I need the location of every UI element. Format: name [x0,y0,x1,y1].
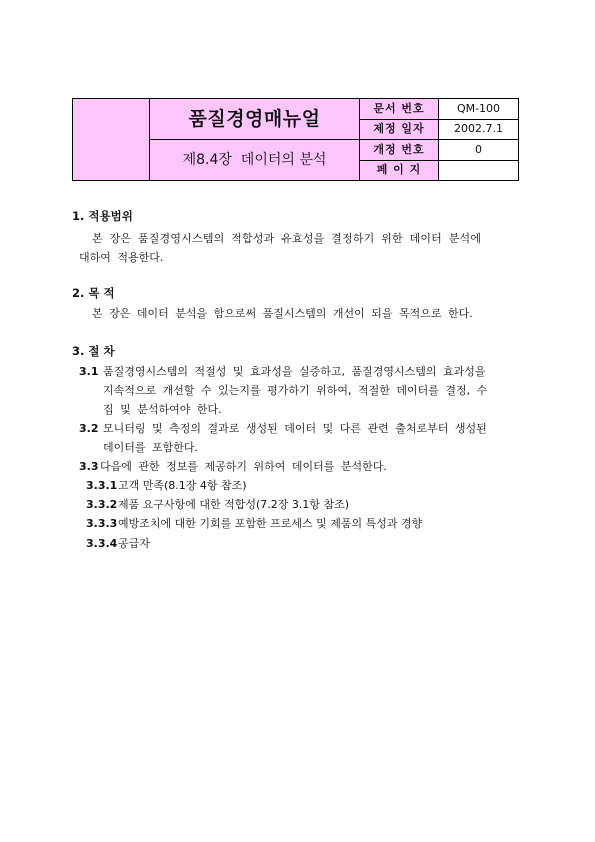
subitem-text: 제품 요구사항에 대한 적합성(7.2장 3.1항 참조) [118,498,350,511]
subitem-number: 3.3.2 [86,498,118,511]
scope-text-line: 본 장은 품질경영시스템의 적합성과 유효성을 결정하기 위한 데이터 분석에 [92,232,482,245]
section-heading-scope: 1. 적용범위 [72,209,133,223]
item-number: 3.2 [79,422,99,435]
purpose-text-line: 본 장은 데이터 분석을 함으로써 품질시스템의 개선이 되을 목적으로 한다. [92,307,473,320]
revision-value: 0 [439,140,519,161]
subitem-text: 고객 만족(8.1장 4항 참조) [118,479,247,492]
item-text-line: 다음에 관한 정보를 제공하기 위하여 데이터를 분석한다. [100,460,387,473]
doc-number-value: QM-100 [439,99,519,120]
subitem-number: 3.3.1 [86,479,118,492]
item-text-line: 품질경영시스템의 적절성 및 효과성을 실증하고, 품질경영시스템의 효과성을 [103,365,486,378]
item-number: 3.1 [79,365,99,378]
manual-title: 품질경영매뉴얼 [150,99,360,140]
section-heading-purpose: 2. 목 적 [72,286,115,300]
item-text-line: 데이터를 포함한다. [103,441,199,454]
page-label: 페 이 지 [360,160,439,181]
subitem-text: 공급자 [118,537,150,550]
section-heading-procedure: 3. 절 차 [72,344,115,358]
revision-label: 개정 번호 [360,140,439,161]
subitem-number: 3.3.3 [86,517,118,530]
item-number: 3.3 [79,460,99,473]
issue-date-value: 2002.7.1 [439,119,519,140]
scope-text-line: 대하여 적용한다. [79,251,164,264]
subitem-number: 3.3.4 [86,537,118,550]
item-text-line: 모니터링 및 측정의 결과로 생성된 데이터 및 다른 관련 출처로부터 생성된 [103,422,487,435]
item-text-line: 집 및 분석하여야 한다. [103,403,222,416]
chapter-title: 제8.4장 데이터의 분석 [150,140,360,181]
item-text-line: 지속적으로 개선할 수 있는지를 평가하기 위하여, 적절한 데이터를 결정, 수 [103,384,488,397]
subitem-text: 예방조치에 대한 기회를 포함한 프로세스 및 제품의 특성과 경향 [118,517,423,530]
doc-number-label: 문서 번호 [360,99,439,120]
issue-date-label: 제정 일자 [360,119,439,140]
